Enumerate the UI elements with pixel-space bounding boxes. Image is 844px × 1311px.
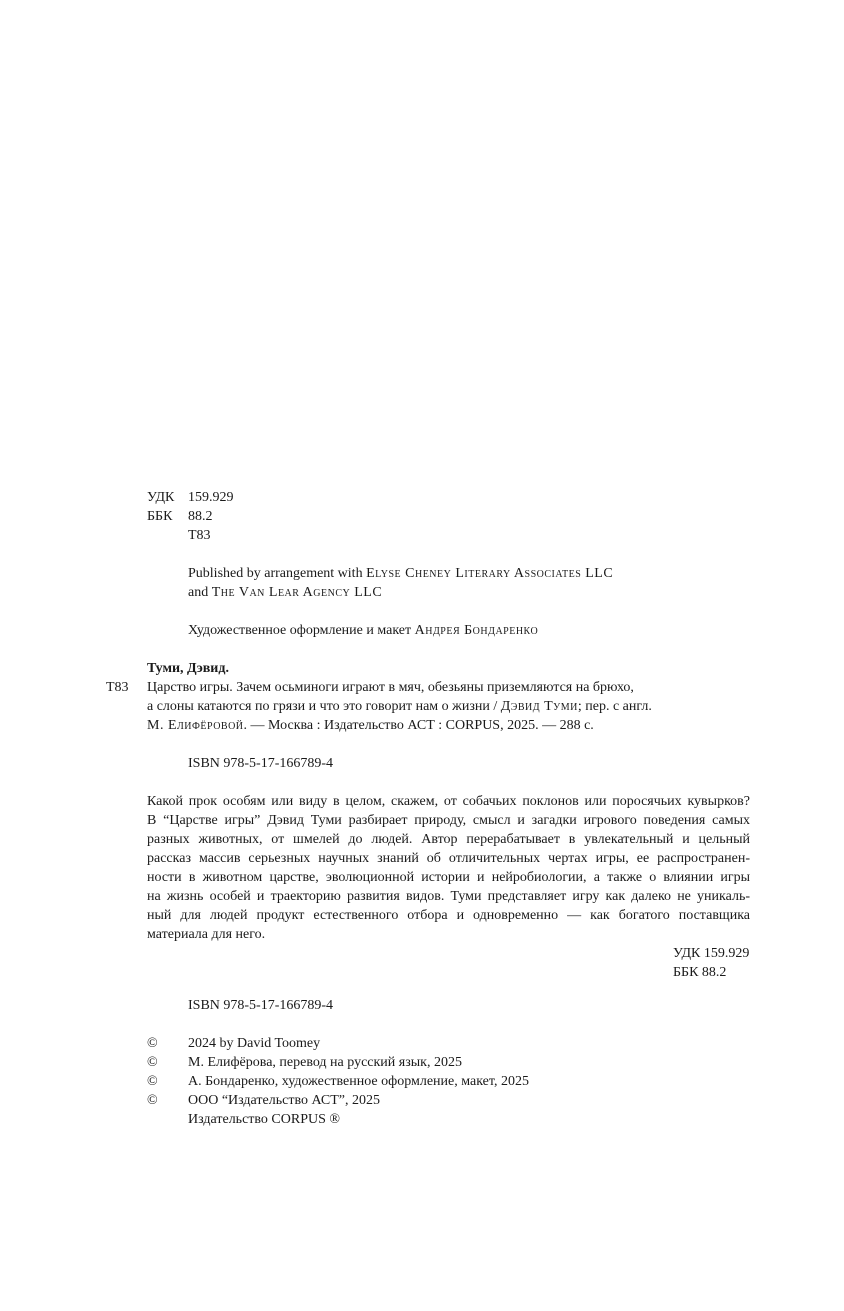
bib-line-1: Царство игры. Зачем осьминоги играют в мяч, обезьяны приземляются на брюхо, (147, 680, 634, 695)
udk-value: 159.929 (188, 490, 234, 505)
bib-line-2 (147, 697, 652, 716)
author-heading: Туми, Дэвид. (147, 661, 229, 676)
publishing-line-2 (188, 583, 382, 602)
annotation-bbk: ББК 88.2 (673, 965, 727, 980)
bib-line-3-suffix: . — Москва : Издательство АСТ : CORPUS, 2025. — 288 с. (243, 718, 594, 733)
copyright-symbol: © (147, 1055, 158, 1070)
bib-translator: М. Елифёровой (147, 718, 244, 733)
bbk-label: ББК (147, 509, 173, 524)
publishing-prefix-1: Published by arrangement with (188, 566, 367, 581)
bib-line-2-prefix: а слоны катаются по грязи и что это говорит нам о жизни / (147, 699, 501, 714)
annotation-line: ный для людей продукт естественного отбора и одновременно — как богатого поставщика (147, 908, 750, 923)
bib-line-2-suffix: ; пер. с англ. (577, 699, 652, 714)
copyright-text: М. Елифёрова, перевод на русский язык, 2025 (188, 1055, 462, 1070)
annotation-line: Какой прок особям или виду в целом, скажем, от собачьих поклонов или поросячьих кувырков? (147, 794, 750, 809)
copyright-text: 2024 by David Toomey (188, 1036, 321, 1051)
annotation-line: разных животных, от шмелей до людей. Автор перерабатывает в увлекательный и цельный (147, 832, 750, 847)
annotation-line: материала для него. (147, 927, 266, 942)
annotation-line: на жизнь особей и траекторию развития видов. Туми представляет игру как далеко не уникаль- (147, 889, 750, 904)
publishing-agency-2: The Van Lear Agency LLC (211, 585, 383, 600)
bib-line-2-author: Дэвид Туми (500, 699, 578, 714)
publishing-prefix-2: and (188, 585, 212, 600)
publishing-agency-1: Elyse Cheney Literary Associates LLC (366, 566, 614, 581)
copyright-text: А. Бондаренко, художественное оформление, макет, 2025 (188, 1074, 529, 1089)
design-credit (188, 621, 538, 640)
isbn-first: ISBN 978-5-17-166789-4 (188, 756, 334, 771)
udk-label: УДК (147, 490, 175, 505)
bib-line-3 (147, 716, 594, 735)
bib-author-mark: Т83 (106, 680, 129, 695)
copyright-symbol: © (147, 1036, 158, 1051)
isbn-second: ISBN 978-5-17-166789-4 (188, 998, 334, 1013)
annotation-line: В “Царстве игры” Дэвид Туми разбирает природу, смысл и загадки игрового поведения самых (147, 813, 750, 828)
design-credit-name: Андрея Бондаренко (414, 623, 539, 638)
annotation-line: рассказ массив серьезных научных знаний об отличительных чертах игры, ее распространен- (147, 851, 750, 866)
copyright-symbol: © (147, 1093, 158, 1108)
design-credit-prefix: Художественное оформление и макет (188, 623, 415, 638)
author-mark: Т83 (188, 528, 211, 543)
publishing-line-1 (188, 564, 613, 583)
bbk-value: 88.2 (188, 509, 213, 524)
copyright-symbol: © (147, 1074, 158, 1089)
copyright-text: ООО “Издательство АСТ”, 2025 (188, 1093, 380, 1108)
annotation-line: ности в животном царстве, эволюционной истории и нейробиологии, а также о влиянии игры (147, 870, 750, 885)
annotation-paragraph (147, 792, 750, 944)
imprint: Издательство CORPUS ® (188, 1112, 341, 1127)
annotation-udk: УДК 159.929 (673, 946, 750, 961)
